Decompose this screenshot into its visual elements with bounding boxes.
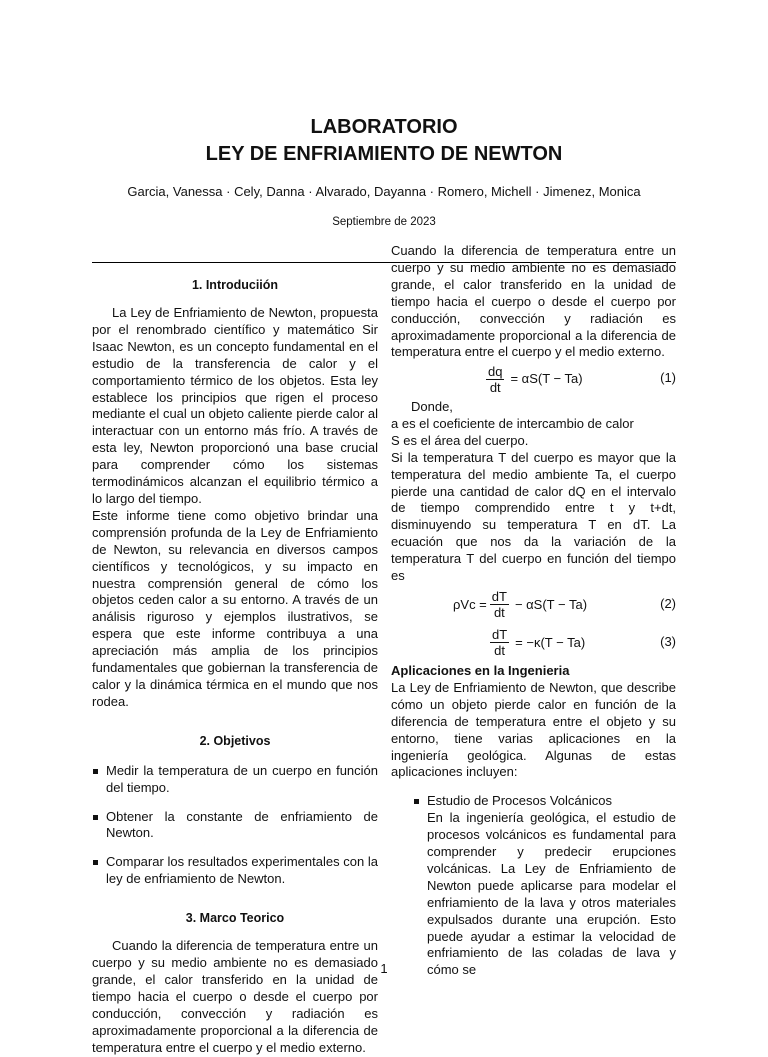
equation-3 [391,625,676,661]
page-number: 1 [380,961,388,976]
applications-paragraph: La Ley de Enfriamiento de Newton, que describe cómo un objeto pierde calor en función de la diferencia de temperatura entre el objeto y su entorno, tiene varias aplicaciones en la ingeniería geológica. Algunas de estas aplicaciones incluyen: [391,679,676,780]
list-item: Comparar los resultados experimentales con la ley de enfriamiento de Newton. [92,854,378,888]
eq2-numerator: dT [491,589,507,605]
list-item: Obtener la constante de enfriamiento de Newton. [92,809,378,843]
right-column [391,243,676,979]
objectives-list [92,763,378,888]
left-column [92,277,378,1055]
equation-2 [391,587,676,623]
authors: Garcia, Vanessa · Cely, Danna · Alvarado, Dayanna · Romero, Michell · Jimenez, Monica [127,184,641,199]
theory-paragraph-1-continued: Cuando la diferencia de temperatura entre un cuerpo y su medio ambiente no es demasiado grande, el calor transferido en la unidad de tiempo hacia el cuerpo o desde el cuerpo por conducción, convección y radiación es aproximadamente proporcional a la diferencia de temperatura entre el cuerpo y el medio externo. [391,243,676,360]
eq3-label: (3) [660,633,676,649]
eq1-label: (1) [660,370,676,385]
intro-paragraph-1: La Ley de Enfriamiento de Newton, propuesta por el renombrado científico y matemático Sir Isaac Newton, es un concepto fundamental en el estudio de la transferencia de calor y el comportamiento térmico de los objetos. Esta ley establece los principios que rigen el proceso mediante el cual un objeto caliente pierde calor al interactuar con un entorno más frío. A través de esta ley, Newton proporcionó una base crucial para comprender cómo los sistemas termodinámicos alcanzan el equilibrio térmico a lo largo del tiempo. [92,305,378,506]
page-title [0,114,768,168]
eq3-rhs: = −κ(T − Ta) [515,634,586,650]
eq3-numerator: dT [492,627,508,643]
definition-s: S es el área del cuerpo. [391,432,529,448]
section-heading-marco-teorico: 3. Marco Teorico [185,911,285,926]
theory-paragraph-continuation [391,243,676,361]
eq1-fraction [486,364,504,395]
theory-paragraph-1: Cuando la diferencia de temperatura entre un cuerpo y su medio ambiente no es demasiado grande, el calor transferido en la unidad de tiempo hacia el cuerpo o desde el cuerpo por conducción, convección y radiación es aproximadamente proporcional a la diferencia de temperatura entre el cuerpo y el medio externo. [92,938,378,1055]
title-line-2: LEY DE ENFRIAMIENTO DE NEWTON [205,143,563,165]
application-item-title: Estudio de Procesos Volcánicos [427,793,612,809]
date: Septiembre de 2023 [332,216,436,228]
intro-paragraph-2: Este informe tiene como objetivo brindar una comprensión profunda de la Ley de Enfriamiento de Newton, su relevancia en diversos campos científicos y tecnológicos, y su impacto en nuestra comprensión general de cómo los objetos ceden calor a su entorno. A través de un análisis riguroso y ejemplos ilustrativos, se espera que este informe contribuya a una apreciación más amplia de los principios fundamentales que gobiernan la transferencia de calor y la dinámica térmica en el mundo que nos rodea. [92,507,378,709]
applications-list [413,793,676,979]
eq1-rhs: = αS(T − Ta) [510,370,583,386]
eq2-fraction [490,589,509,620]
donde-text: Donde, [411,399,453,414]
eq2-lhs: ρVc = [453,596,487,612]
eq3-fraction [490,627,509,658]
definition-a: a es el coeficiente de intercambio de calor [391,415,634,431]
eq3-denominator: dt [494,643,505,659]
eq2-label: (2) [660,595,676,611]
list-item [413,793,676,979]
eq2-denominator: dt [493,605,505,621]
section-heading-introduction: 1. Introduciión [191,278,279,292]
eq1-denominator: dt [489,379,501,395]
application-item-text: En la ingeniería geológica, el estudio de procesos volcánicos es fundamental para comprender y predecir erupciones volcánicas. La Ley de Enfriamiento de Newton puede aplicarse para modelar el enfriamiento de la lava y otros materiales expulsados durante una erupción. Esto puede ayudar a estimar la velocidad de enfriamiento de las coladas de lava y cómo se [427,810,676,978]
equation-1 [391,361,676,397]
applications-heading: Aplicaciones en la Ingenieria [391,662,570,678]
theory-paragraph-2: Si la temperatura T del cuerpo es mayor que la temperatura del medio ambiente Ta, el cuerpo pierde una cantidad de calor dQ en el intervalo de tiempo comprendido entre t y t+dt, disminuyendo su temperatura T en dT. La ecuación que nos da la variación de la temperatura T del cuerpo en función del tiempo es [391,449,676,584]
list-item: Medir la temperatura de un cuerpo en función del tiempo. [92,763,378,797]
eq2-rhs: − αS(T − Ta) [514,596,588,612]
eq1-numerator: dq [488,363,503,379]
title-line-1: LABORATORIO [310,116,458,138]
section-heading-objectives: 2. Objetivos [199,733,271,748]
